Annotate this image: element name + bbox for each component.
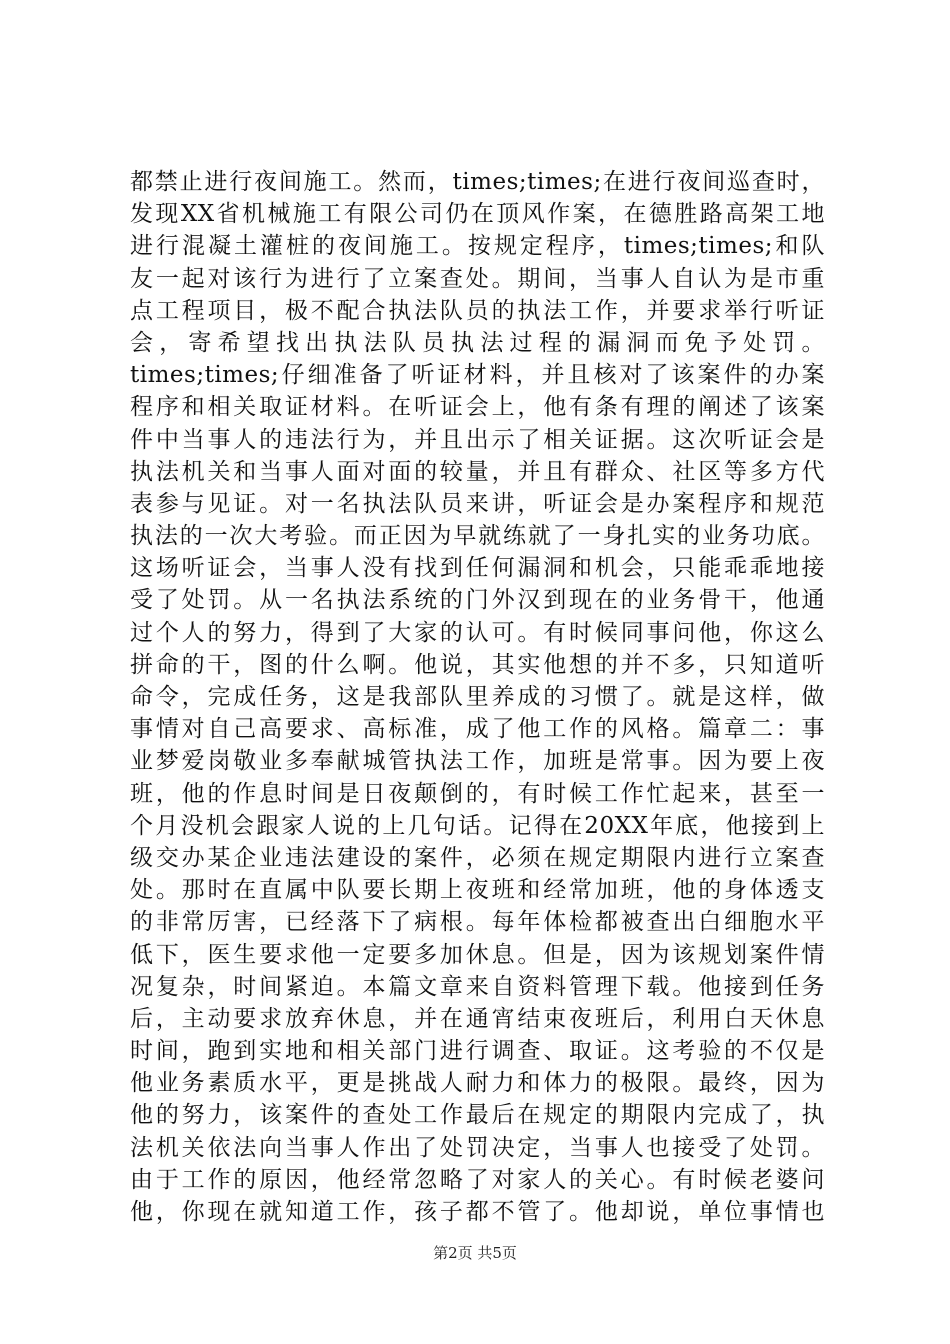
page-footer: 第2页 共5页 <box>433 1244 517 1262</box>
text-line: 这场听证会，当事人没有找到任何漏洞和机会，只能乖乖地接 <box>130 555 825 582</box>
text-line: 级交办某企业违法建设的案件，必须在规定期限内进行立案查 <box>130 844 825 871</box>
text-line: 表参与见证。对一名执法队员来讲，听证会是办案程序和规范 <box>130 490 825 517</box>
text-line: 程序和相关取证材料。在听证会上，他有条有理的阐述了该案 <box>130 394 825 421</box>
text-line: 进行混凝土灌桩的夜间施工。按规定程序，times;times;和队 <box>130 233 825 260</box>
text-line: 点工程项目，极不配合执法队员的执法工作，并要求举行听证 <box>130 297 825 324</box>
text-line: 后，主动要求放弃休息，并在通宵结束夜班后，利用白天休息 <box>130 1005 825 1032</box>
text-line: 的非常厉害，已经落下了病根。每年体检都被查出白细胞水平 <box>130 909 825 936</box>
text-line: 执法的一次大考验。而正因为早就练就了一身扎实的业务功底。 <box>130 523 825 550</box>
text-line: 他业务素质水平，更是挑战人耐力和体力的极限。最终，因为 <box>130 1070 825 1097</box>
text-line: 时间，跑到实地和相关部门进行调查、取证。这考验的不仅是 <box>130 1038 825 1065</box>
text-line: 况复杂，时间紧迫。本篇文章来自资料管理下载。他接到任务 <box>130 973 825 1000</box>
text-line: 低下，医生要求他一定要多加休息。但是，因为该规划案件情 <box>130 941 825 968</box>
text-line: times;times;仔细准备了听证材料，并且核对了该案件的办案 <box>130 362 825 389</box>
text-line: 发现XX省机械施工有限公司仍在顶风作案，在德胜路高架工地 <box>130 201 825 228</box>
text-line: 他的努力，该案件的查处工作最后在规定的期限内完成了，执 <box>130 1102 825 1129</box>
text-line: 班，他的作息时间是日夜颠倒的，有时候工作忙起来，甚至一 <box>130 780 825 807</box>
text-line: 他，你现在就知道工作，孩子都不管了。他却说，单位事情也 <box>130 1199 825 1225</box>
text-line: 过个人的努力，得到了大家的认可。有时候同事问他，你这么 <box>130 619 825 646</box>
text-line: 受了处罚。从一名执法系统的门外汉到现在的业务骨干，他通 <box>130 587 825 614</box>
text-line: 法机关依法向当事人作出了处罚决定，当事人也接受了处罚。 <box>130 1134 825 1161</box>
text-line: 事情对自己高要求、高标准，成了他工作的风格。篇章二：事 <box>130 716 825 743</box>
text-line: 业梦爱岗敬业多奉献城管执法工作，加班是常事。因为要上夜 <box>130 748 825 775</box>
text-line: 个月没机会跟家人说的上几句话。记得在20XX年底，他接到上 <box>130 812 825 839</box>
text-line: 拼命的干，图的什么啊。他说，其实他想的并不多，只知道听 <box>130 651 825 678</box>
text-line: 执法机关和当事人面对面的较量，并且有群众、社区等多方代 <box>130 458 825 485</box>
text-line: 处。那时在直属中队要长期上夜班和经常加班，他的身体透支 <box>130 877 825 904</box>
text-line: 都禁止进行夜间施工。然而，times;times;在进行夜间巡查时， <box>130 169 825 195</box>
text-line: 件中当事人的违法行为，并且出示了相关证据。这次听证会是 <box>130 426 825 453</box>
body-text <box>130 166 825 1228</box>
text-line: 由于工作的原因，他经常忽略了对家人的关心。有时候老婆问 <box>130 1166 825 1193</box>
text-line: 命令，完成任务，这是我部队里养成的习惯了。就是这样，做 <box>130 684 825 710</box>
text-line: 友一起对该行为进行了立案查处。期间，当事人自认为是市重 <box>130 265 825 292</box>
text-line: 会，寄希望找出执法队员执法过程的漏洞而免予处罚。 <box>130 329 825 356</box>
